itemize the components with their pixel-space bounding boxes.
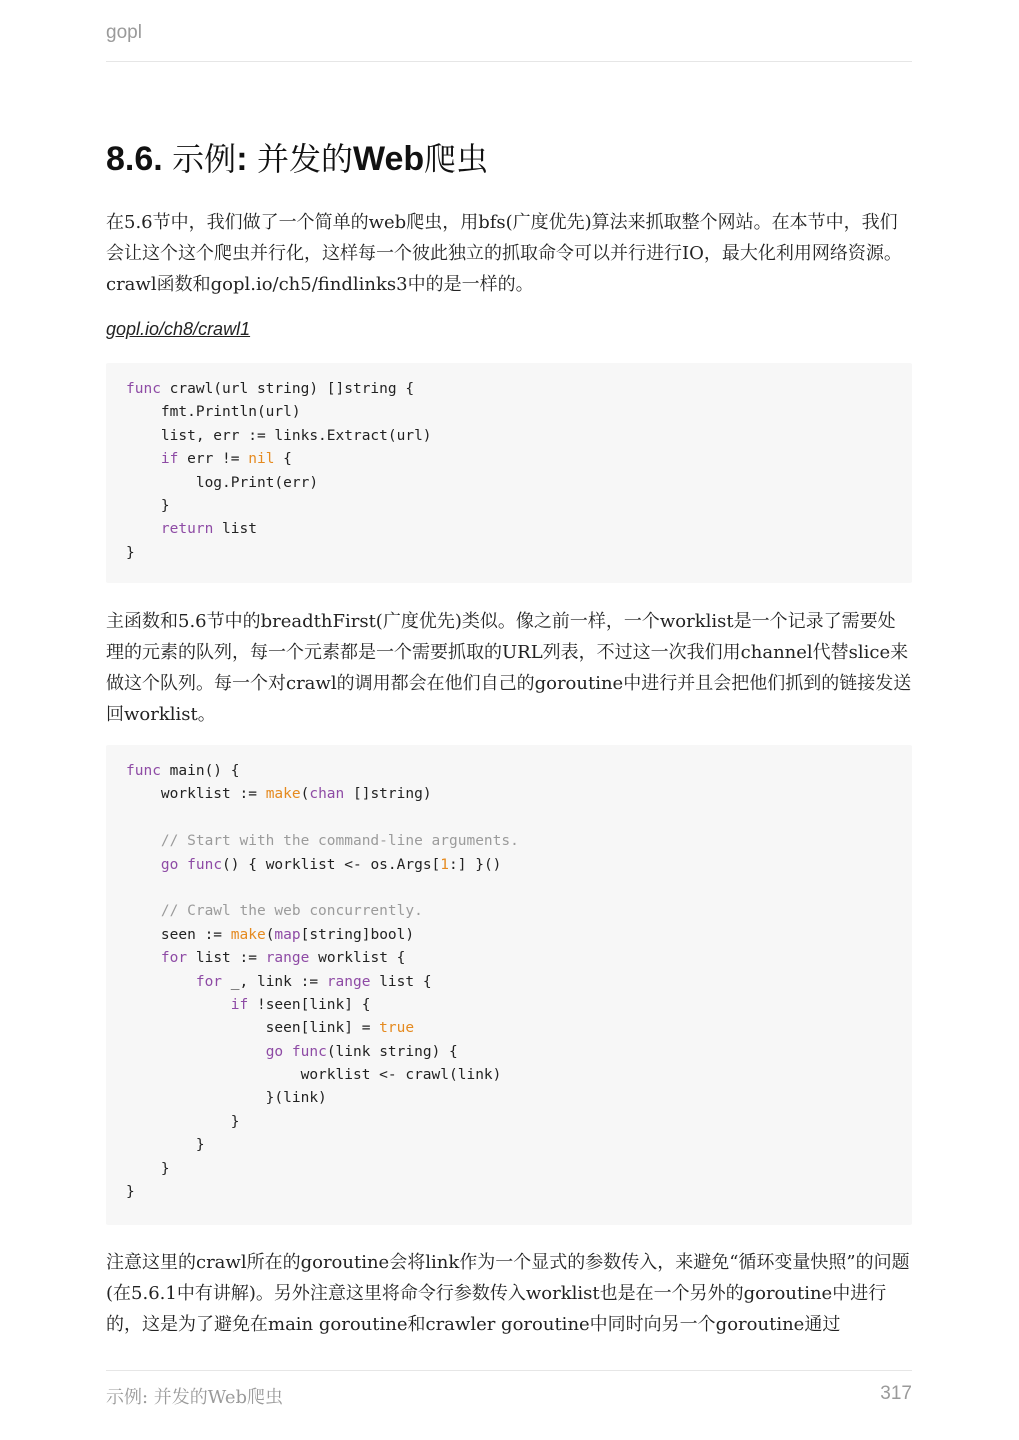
code-line: }: [126, 1137, 205, 1154]
code-line: seen[link] = true: [126, 1020, 415, 1037]
code-line: go func() { worklist <- os.Args[1:] }(): [160, 856, 502, 873]
section-title-sep: :: [236, 140, 248, 178]
intro-paragraph: 在5.6节中，我们做了一个简单的web爬虫，用bfs(广度优先)算法来抓取整个网站。在本节中，我们会让这个这个爬虫并行化，这样每一个彼此独立的抓取命令可以并行进行IO，最大化利用网络资源。crawl函数和gopl.io/ch5/findlinks3中的是一样的。: [106, 212, 902, 295]
running-footer: [106, 1370, 912, 1408]
running-header: [106, 22, 912, 62]
code-line: log.Print(err): [126, 474, 319, 491]
code-line: // Crawl the web concurrently.: [160, 903, 423, 920]
main-description-paragraph: 主函数和5.6节中的breadthFirst(广度优先)类似。像之前一样，一个worklist是一个记录了需要处理的元素的队列，每一个元素都是一个需要抓取的URL列表，不过这一次我们用channel代替slice来做这个队列。每一个对crawl的调用都会在他们自己的goroutine中进行并且会把他们抓到的链接发送回worklist。: [106, 611, 912, 725]
code-line: for list := range worklist {: [160, 950, 406, 967]
source-link[interactable]: gopl.io/ch8/crawl1: [106, 319, 251, 339]
code-line: // Start with the command-line arguments.: [160, 833, 519, 850]
code-line: }: [126, 1160, 170, 1177]
code-line: worklist := make(chan []string): [126, 786, 432, 803]
section-title-part: 爬虫: [424, 140, 489, 178]
code-line: seen := make(map[string]bool): [126, 926, 415, 943]
section-title: [106, 134, 488, 180]
code-line: for _, link := range list {: [195, 973, 432, 990]
code-line: if !seen[link] {: [230, 996, 371, 1013]
code-line: }: [126, 497, 170, 514]
code-line: if err != nil {: [160, 451, 292, 468]
code-line: func crawl(url string) []string {: [126, 381, 415, 397]
code-line: }(link): [126, 1090, 327, 1107]
code-line: [126, 877, 892, 900]
book-title: gopl: [106, 22, 142, 43]
note-paragraph: 注意这里的crawl所在的goroutine会将link作为一个显式的参数传入，来避免“循环变量快照”的问题(在5.6.1中有讲解)。另外注意这里将命令行参数传入worklist也是在一个另外的goroutine中进行的，这是为了避免在main goroutine和crawler goroutine中同时向另一个goroutine通过: [106, 1252, 910, 1335]
code-line: list, err := links.Extract(url): [126, 427, 432, 444]
code-line: fmt.Println(url): [126, 404, 301, 421]
code-line: func main() {: [126, 763, 240, 779]
section-title-part: 并发的: [256, 140, 353, 178]
code-line: worklist <- crawl(link): [126, 1067, 502, 1084]
code-block-crawl: [106, 363, 912, 583]
code-line: [126, 807, 892, 830]
section-number: 8.6.: [106, 140, 163, 178]
section-title-part: 示例: [172, 140, 237, 178]
code-block-main: [106, 745, 912, 1225]
code-line: }: [126, 1113, 240, 1130]
page-number: 317: [880, 1383, 912, 1404]
section-title-latin: Web: [352, 140, 425, 178]
code-line: return list: [160, 521, 257, 538]
code-line: go func(link string) {: [265, 1043, 458, 1060]
code-line: }: [126, 1184, 135, 1201]
code-line: }: [126, 544, 135, 561]
footer-section-title: 示例: 并发的Web爬虫: [106, 1387, 283, 1408]
